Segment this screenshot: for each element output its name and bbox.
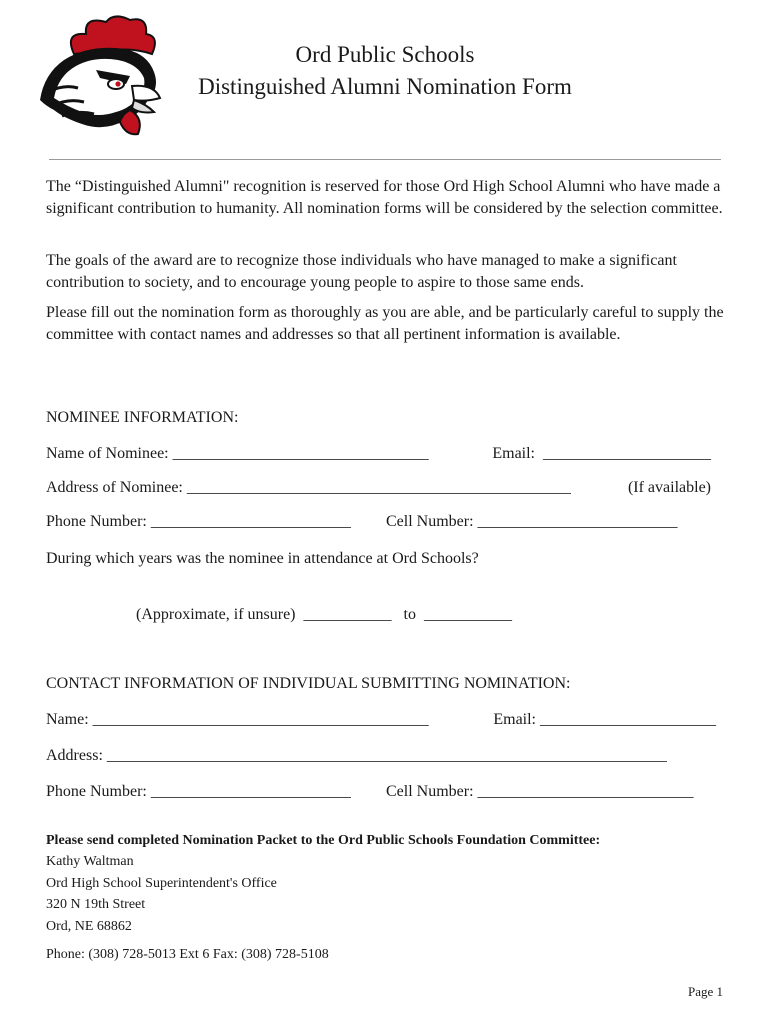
- mailing-office: Ord High School Superintendent's Office: [46, 876, 277, 891]
- nominee-cell-field[interactable]: Cell Number: _________________________: [386, 513, 678, 530]
- intro-paragraph-2: The goals of the award are to recognize those individuals who have managed to make a significant contribution to society, and to encourage young people to aspire to those same ends.: [46, 252, 677, 291]
- contact-email-field[interactable]: Email: ______________________: [493, 711, 716, 728]
- page-number: Page 1: [687, 984, 723, 999]
- nominee-address-field[interactable]: Address of Nominee: ________________________________________________: [46, 479, 571, 496]
- mailing-city: Ord, NE 68862: [46, 919, 132, 934]
- attendance-question: During which years was the nominee in attendance at Ord Schools?: [46, 550, 479, 567]
- address-note: (If available): [627, 479, 711, 496]
- contact-cell-field[interactable]: Cell Number: ___________________________: [386, 783, 694, 800]
- nominee-phone-field[interactable]: Phone Number: _________________________: [46, 513, 351, 530]
- mailing-instruction: Please send completed Nomination Packet to the Ord Public Schools Foundation Committee:: [46, 833, 601, 848]
- intro-paragraph-3: Please fill out the nomination form as thoroughly as you are able, and be particularly careful to supply the committee with contact names and addresses so that all pertinent information is available.: [46, 304, 724, 343]
- nominee-section-heading: NOMINEE INFORMATION:: [46, 409, 239, 426]
- form-title-school: Ord Public Schools: [295, 42, 475, 67]
- nominee-name-field[interactable]: Name of Nominee: ________________________________: [46, 445, 429, 462]
- mailing-street: 320 N 19th Street: [46, 897, 146, 912]
- attendance-years-field[interactable]: (Approximate, if unsure) ___________ to ___________: [136, 606, 512, 623]
- form-title: Distinguished Alumni Nomination Form: [198, 74, 572, 99]
- mailing-recipient-name: Kathy Waltman: [46, 854, 134, 869]
- contact-section-heading: CONTACT INFORMATION OF INDIVIDUAL SUBMITTING NOMINATION:: [46, 675, 571, 692]
- nominee-email-field[interactable]: Email: _____________________: [492, 445, 711, 462]
- mailing-phone-fax: Phone: (308) 728-5013 Ext 6 Fax: (308) 728-5108: [46, 947, 329, 962]
- header-divider: [49, 159, 721, 160]
- rooster-logo: [34, 14, 166, 136]
- intro-paragraph-1: The “Distinguished Alumni" recognition is reserved for those Ord High School Alumni who have made a significant contribution to humanity. All nomination forms will be considered by the selection committee.: [46, 178, 723, 217]
- contact-phone-field[interactable]: Phone Number: _________________________: [46, 783, 351, 800]
- contact-address-field[interactable]: Address: ______________________________________________________________________: [46, 747, 667, 764]
- contact-name-field[interactable]: Name: __________________________________________: [46, 711, 429, 728]
